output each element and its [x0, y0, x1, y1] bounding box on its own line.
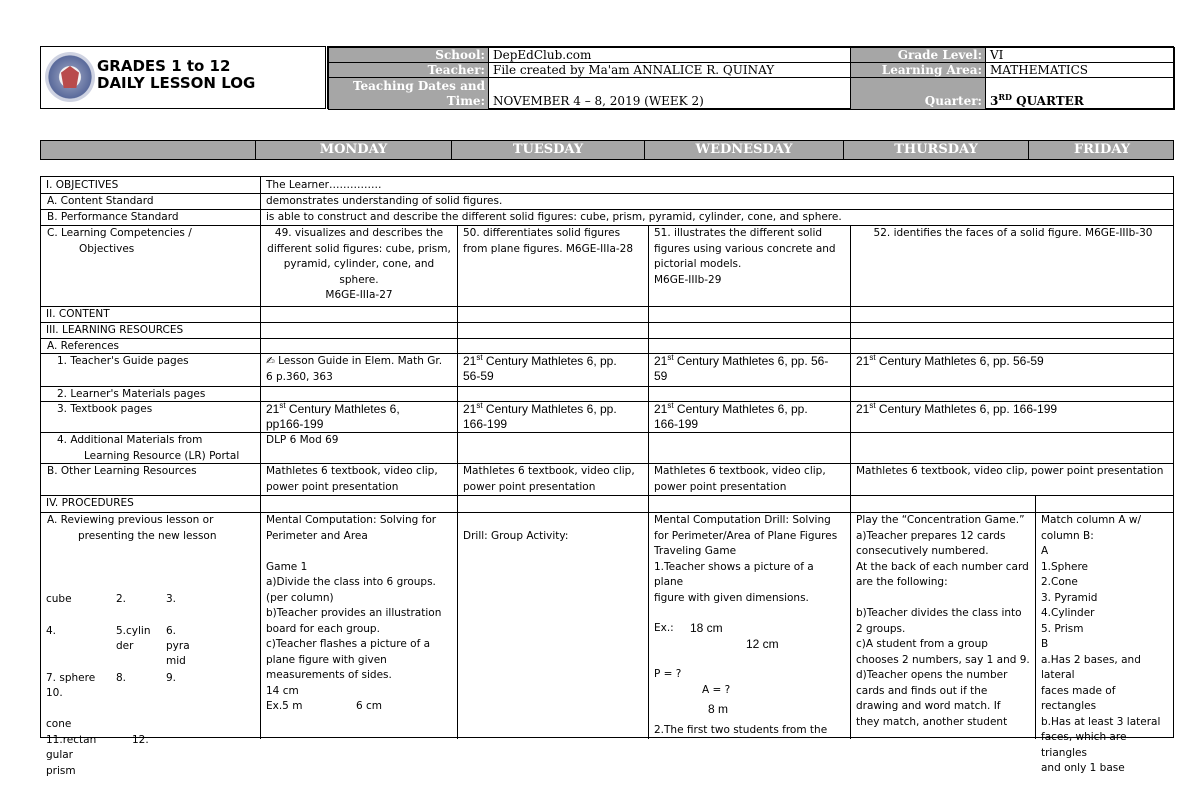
content-standard-value: demonstrates understanding of solid figures. [266, 195, 503, 207]
competency-monday-line: different solid figures: cube, prism, [267, 242, 451, 255]
tb-monday-line2: pp166-199 [266, 416, 324, 431]
competency-tuesday-line: 50. differentiates solid figures [463, 227, 621, 239]
reviewing-friday-line: and only 1 base [1041, 762, 1125, 774]
reviewing-friday-line: B [1041, 638, 1049, 650]
day-wednesday: WEDNESDAY [644, 141, 843, 159]
reviewing-thursday-line: d)Teacher opens the number [856, 669, 1008, 681]
other-resources-monday [261, 463, 458, 495]
additional-label-line1: 4. Additional Materials from [57, 434, 203, 446]
reviewing-thursday [851, 512, 1036, 739]
reviewing-friday-line: faces made of rectangles [1041, 684, 1116, 712]
other-resources-wednesday-line: power point presentation [654, 480, 787, 493]
day-tuesday: TUESDAY [451, 141, 644, 159]
teaching-dates-value: NOVEMBER 4 – 8, 2019 (WEEK 2) [488, 77, 851, 110]
row-teachers-guide [41, 353, 1173, 387]
procedures-wednesday [649, 495, 851, 512]
reviewing-friday-line: Match column A w/ [1041, 514, 1142, 526]
reviewing-wednesday-line: 1.Teacher shows a picture of a plane [654, 560, 814, 588]
row-other-resources [41, 463, 1173, 496]
reviewing-monday-line: measurements of sides. [266, 669, 392, 681]
reviewing-monday-line: board for each group. [266, 622, 380, 635]
tg-tuesday-text: Century Mathletes 6, pp. [482, 354, 617, 368]
grid-item: gular [46, 749, 73, 761]
grid-item: 9. [166, 672, 177, 684]
reviewing-monday-line: c)Teacher flashes a picture of a [266, 638, 431, 650]
row-performance-standard [41, 209, 1173, 226]
reviewing-friday-line: b.Has at least 3 lateral [1041, 715, 1161, 728]
objectives-value: The Learner…………… [266, 179, 382, 191]
competency-wednesday-line: M6GE-IIIb-29 [654, 273, 722, 286]
reviewing-thursday-line: are the following: [856, 576, 948, 588]
learners-materials-thursday [851, 386, 1175, 401]
tb-tuesday-line2: 166-199 [463, 416, 508, 431]
title-line-1: GRADES 1 to 12 [97, 57, 231, 75]
teachers-guide-tuesday [458, 353, 649, 386]
grade-level-value: VI [985, 47, 1175, 63]
reviewing-thursday-line: a)Teacher prepares 12 cards [856, 529, 1006, 542]
grade-level-label: Grade Level: [850, 47, 986, 63]
textbook-wednesday [649, 401, 851, 432]
content-standard-label: A. Content Standard [41, 193, 261, 209]
competency-monday-line: 49. visualizes and describes the [274, 227, 444, 239]
reviewing-wednesday-8m: 8 m [708, 702, 729, 716]
day-monday: MONDAY [255, 141, 451, 159]
reviewing-monday-line: (per column) [266, 591, 334, 604]
tb-thursday-num: 21 [856, 402, 870, 416]
teachers-guide-monday [261, 353, 458, 386]
reviewing-wednesday [649, 512, 851, 739]
reviewing-monday-line: b)Teacher provides an illustration [266, 607, 442, 619]
grid-item: cone [46, 718, 72, 730]
procedures-thursday [851, 495, 1036, 512]
additional-materials-label [41, 432, 261, 463]
reviewing-monday-example: Ex.5 m [266, 700, 303, 712]
school-label: School: [328, 47, 489, 63]
grid-item: 6. [166, 625, 177, 637]
grid-item: 4. [46, 625, 57, 637]
content-monday [261, 306, 458, 322]
grid-item: 10. [46, 687, 63, 699]
teachers-guide-monday-line: ✍ Lesson Guide in Elem. Math Gr. [266, 355, 443, 367]
tb-monday-sup: st [279, 401, 286, 410]
quarter-number: 3 [990, 94, 999, 108]
content-label: II. CONTENT [41, 306, 261, 322]
tb-tuesday-text: Century Mathletes 6, pp. [482, 402, 617, 416]
grid-item: prism [46, 765, 76, 777]
learning-area-value: MATHEMATICS [985, 62, 1175, 78]
grid-item: cube [46, 593, 72, 605]
reviewing-thursday-line: consecutively numbered. [856, 545, 989, 557]
teaching-dates-label-line1: Teaching Dates and [352, 79, 485, 93]
learners-materials-wednesday [649, 386, 851, 401]
additional-wednesday [649, 432, 851, 463]
deped-seal-logo [45, 52, 95, 102]
additional-tuesday [458, 432, 649, 463]
day-header-blank [41, 141, 255, 159]
teacher-label: Teacher: [328, 62, 489, 78]
quarter-text: QUARTER [1011, 94, 1084, 108]
reviewing-friday-line: column B: [1041, 529, 1094, 542]
other-resources-wednesday [649, 463, 851, 495]
tg-thursday-text: Century Mathletes 6, pp. 56-59 [875, 354, 1044, 368]
reviewing-wednesday-line: Mental Computation Drill: Solving [654, 514, 831, 526]
teachers-guide-thursday [851, 353, 1175, 386]
resources-tuesday [458, 322, 649, 338]
grid-item: pyra [166, 640, 190, 652]
other-resources-tuesday-line: Mathletes 6 textbook, video clip, [463, 465, 635, 477]
competency-tuesday [458, 225, 649, 306]
reviewing-friday-line: 1.Sphere [1041, 560, 1089, 573]
reviewing-wednesday-18cm: 18 cm [690, 621, 723, 635]
teachers-guide-label: 1. Teacher's Guide pages [41, 353, 261, 386]
additional-monday: DLP 6 Mod 69 [261, 432, 458, 463]
textbook-pages-label: 3. Textbook pages [41, 401, 261, 432]
reviewing-thursday-line: they match, another student [856, 715, 1008, 728]
row-additional-materials [41, 432, 1173, 464]
document-title [97, 58, 255, 92]
other-resources-label: B. Other Learning Resources [41, 463, 261, 495]
row-content [41, 306, 1173, 323]
tb-thursday-sup: st [869, 401, 876, 410]
day-friday: FRIDAY [1028, 141, 1175, 159]
grid-item: 8. [116, 672, 127, 684]
reviewing-tuesday [458, 512, 649, 739]
tg-tuesday-num: 21 [463, 354, 477, 368]
resources-wednesday [649, 322, 851, 338]
quarter-label: Quarter: [850, 77, 986, 110]
learners-materials-monday [261, 386, 458, 401]
competencies-label-line1: C. Learning Competencies / [47, 227, 192, 239]
reviewing-friday-line: 4.Cylinder [1041, 607, 1095, 619]
tb-tuesday-num: 21 [463, 402, 477, 416]
teachers-guide-monday-line: 6 p.360, 363 [266, 370, 333, 383]
competency-monday-line: M6GE-IIIa-27 [325, 289, 393, 301]
row-content-standard [41, 193, 1173, 210]
tb-monday-num: 21 [266, 402, 280, 416]
content-tuesday [458, 306, 649, 322]
performance-standard-value: is able to construct and describe the different solid figures: cube, prism, pyramid, cylinder, cone, and sphere. [266, 211, 842, 223]
reviewing-wednesday-area: A = ? [702, 683, 731, 696]
reviewing-thursday-line: cards and finds out if the [856, 684, 988, 697]
content-thursday [851, 306, 1175, 322]
reviewing-monday-example-2: 6 cm [356, 700, 383, 712]
reviewing-monday-line: 14 cm [266, 684, 299, 697]
reviewing-wednesday-line: for Perimeter/Area of Plane Figures [654, 529, 838, 542]
competency-monday-line: pyramid, cylinder, cone, and [283, 258, 435, 270]
other-resources-monday-line: Mathletes 6 textbook, video clip, [266, 465, 438, 477]
grid-item: 3. [166, 593, 177, 605]
reviewing-wednesday-example: Ex.: [654, 622, 674, 634]
reviewing-monday [261, 512, 458, 739]
performance-standard-label: B. Performance Standard [41, 209, 261, 225]
competency-wednesday-line: figures using various concrete and [654, 242, 836, 255]
procedures-monday [261, 495, 458, 512]
tg-thursday-sup: st [869, 353, 876, 362]
reviewing-thursday-line: At the back of each number card [856, 560, 1029, 573]
additional-label-line2: Learning Resource (LR) Portal [84, 449, 240, 462]
teaching-dates-label-line2: Time: [446, 94, 485, 108]
reviewing-friday-line: 5. Prism [1041, 622, 1084, 635]
tb-wednesday-num: 21 [654, 402, 668, 416]
teachers-guide-wednesday [649, 353, 851, 386]
reviewing-wednesday-12cm: 12 cm [746, 637, 779, 651]
references-thursday [851, 338, 1175, 353]
references-monday [261, 338, 458, 353]
competency-tuesday-line: from plane figures. M6GE-IIIa-28 [463, 242, 634, 255]
grid-item: 11.rectan [46, 734, 97, 746]
tg-thursday-num: 21 [856, 354, 870, 368]
learning-area-label: Learning Area: [850, 62, 986, 78]
row-textbook-pages [41, 401, 1173, 433]
reviewing-friday-line: a.Has 2 bases, and lateral [1041, 653, 1141, 681]
references-label: A. References [41, 338, 261, 353]
reviewing-thursday-line: drawing and word match. If [856, 700, 1001, 712]
content-wednesday [649, 306, 851, 322]
day-header-bar [40, 140, 1174, 160]
other-resources-tuesday [458, 463, 649, 495]
reviewing-thursday-line: chooses 2 numbers, say 1 and 9. [856, 653, 1030, 666]
day-thursday: THURSDAY [843, 141, 1028, 159]
reviewing-thursday-line: c)A student from a group [856, 638, 988, 650]
competency-monday [261, 225, 458, 306]
reviewing-friday-line: faces, which are triangles [1041, 731, 1127, 759]
school-value: DepEdClub.com [488, 47, 851, 63]
references-tuesday [458, 338, 649, 353]
competency-monday-line: sphere. [339, 273, 379, 286]
reviewing-monday-line: plane figure with given [266, 653, 387, 666]
tb-wednesday-sup: st [667, 401, 674, 410]
procedures-tuesday [458, 495, 649, 512]
reviewing-tuesday-text: Drill: Group Activity: [463, 530, 569, 542]
teacher-value: File created by Ma'am ANNALICE R. QUINAY [488, 62, 851, 78]
reviewing-wednesday-line: Traveling Game [654, 545, 737, 557]
reviewing-wednesday-line: 2.The first two students from the [654, 723, 828, 736]
tb-tuesday-sup: st [476, 401, 483, 410]
tg-wednesday-line2: 59 [654, 368, 668, 383]
reviewing-label-line2: presenting the new lesson [78, 529, 217, 542]
reviewing-monday-line: Perimeter and Area [266, 529, 368, 542]
procedures-label: IV. PROCEDURES [41, 495, 261, 512]
textbook-thursday [851, 401, 1175, 432]
other-resources-wednesday-line: Mathletes 6 textbook, video clip, [654, 465, 826, 477]
tg-wednesday-text: Century Mathletes 6, pp. 56- [673, 354, 829, 368]
reviewing-label-line1: A. Reviewing previous lesson or [47, 514, 214, 526]
reviewing-friday-line: A [1041, 545, 1049, 557]
grid-item: 7. sphere [46, 672, 96, 684]
tg-wednesday-num: 21 [654, 354, 668, 368]
tb-thursday-text: Century Mathletes 6, pp. 166-199 [875, 402, 1058, 416]
tb-monday-text: Century Mathletes 6, [285, 402, 400, 416]
resources-thursday [851, 322, 1175, 338]
grid-item: 5.cylin [116, 625, 151, 637]
other-resources-monday-line: power point presentation [266, 480, 399, 493]
row-references [41, 338, 1173, 354]
resources-monday [261, 322, 458, 338]
tg-tuesday-line2: 56-59 [463, 368, 494, 383]
header-info-table [327, 46, 1174, 109]
additional-thursday [851, 432, 1175, 463]
references-wednesday [649, 338, 851, 353]
reviewing-wednesday-line: figure with given dimensions. [654, 591, 809, 604]
reviewing-monday-line: a)Divide the class into 6 groups. [266, 576, 436, 588]
procedures-friday [1036, 495, 1175, 512]
row-learning-resources [41, 322, 1173, 339]
reviewing-friday [1036, 512, 1175, 774]
quarter-ordinal: RD [998, 92, 1012, 102]
textbook-monday [261, 401, 458, 432]
reviewing-thursday-line: 2 groups. [856, 622, 906, 635]
tg-tuesday-sup: st [476, 353, 483, 362]
learning-resources-label: III. LEARNING RESOURCES [41, 322, 261, 338]
tb-wednesday-text: Century Mathletes 6, pp. [673, 402, 808, 416]
competency-thursday-friday: 52. identifies the faces of a solid figure. M6GE-IIIb-30 [873, 227, 1153, 239]
teaching-dates-label [328, 77, 489, 110]
competency-wednesday [649, 225, 851, 306]
reviewing-monday-line: Mental Computation: Solving for [266, 514, 437, 526]
row-learning-competencies [41, 225, 1173, 307]
reviewing-thursday-line: Play the “Concentration Game.” [856, 514, 1025, 526]
reviewing-monday-line: Game 1 [266, 560, 308, 573]
competency-wednesday-line: 51. illustrates the different solid [654, 227, 823, 239]
tg-wednesday-sup: st [667, 353, 674, 362]
grid-item: der [116, 640, 134, 652]
quarter-value [985, 77, 1175, 110]
row-learners-materials [41, 386, 1173, 402]
reviewing-thursday-line: b)Teacher divides the class into [856, 607, 1022, 619]
textbook-tuesday [458, 401, 649, 432]
tb-wednesday-line2: 166-199 [654, 416, 699, 431]
learners-materials-tuesday [458, 386, 649, 401]
reviewing-friday-line: 3. Pyramid [1041, 591, 1098, 604]
grid-item: 2. [116, 593, 127, 605]
shape-name-grid [46, 592, 246, 782]
learning-competencies-label [41, 225, 261, 306]
row-procedures [41, 495, 1173, 513]
other-resources-tuesday-line: power point presentation [463, 480, 596, 493]
competency-wednesday-line: pictorial models. [654, 258, 742, 270]
title-block [40, 46, 326, 109]
title-line-2: DAILY LESSON LOG [97, 74, 256, 92]
learners-materials-label: 2. Learner's Materials pages [41, 386, 261, 401]
objectives-label: I. OBJECTIVES [41, 177, 261, 193]
reviewing-wednesday-perimeter: P = ? [654, 668, 682, 680]
row-objectives [41, 177, 1173, 194]
reviewing-friday-line: 2.Cone [1041, 576, 1078, 588]
grid-item: 12. [132, 734, 149, 746]
grid-item: mid [166, 655, 186, 667]
other-resources-thursday: Mathletes 6 textbook, video clip, power point presentation [856, 465, 1164, 477]
competencies-label-line2: Objectives [79, 242, 135, 255]
